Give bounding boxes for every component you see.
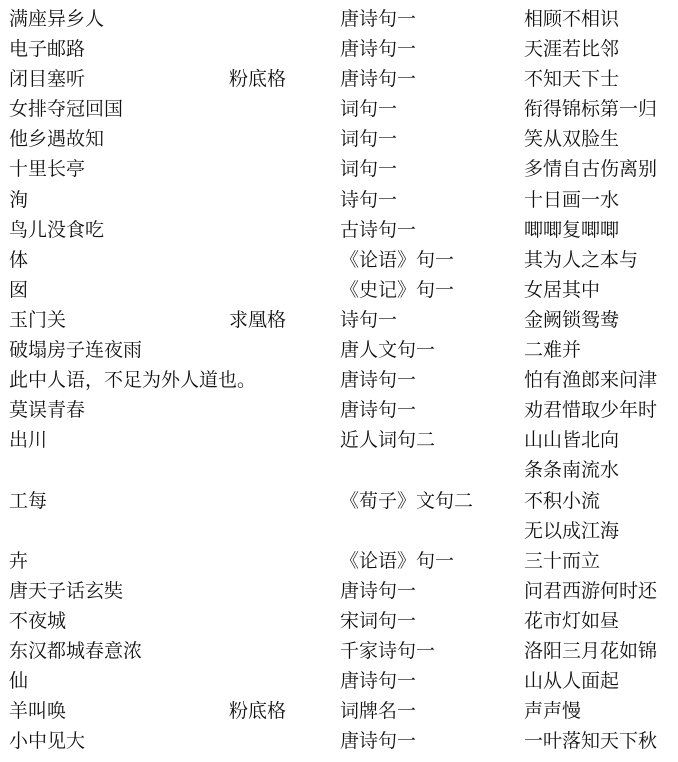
riddle-text: 鸟儿没食吃 <box>9 218 105 241</box>
answer-text: 怕有渔郎来问津 <box>524 369 658 392</box>
table-row <box>0 64 678 94</box>
answer-category: 诗句一 <box>340 308 398 331</box>
answer-text: 十日画一水 <box>524 188 620 211</box>
answer-category: 唐诗句一 <box>340 68 417 91</box>
answer-text: 多情自古伤离别 <box>524 158 658 181</box>
table-row <box>0 305 678 335</box>
answer-category: 唐诗句一 <box>340 670 417 693</box>
riddle-text: 满座异乡人 <box>9 8 105 30</box>
answer-category: 千家诗句一 <box>340 639 436 662</box>
answer-category: 词牌名一 <box>340 700 417 723</box>
table-row <box>0 455 678 485</box>
answer-text: 笑从双脸生 <box>524 128 620 151</box>
table-row <box>0 185 678 215</box>
answer-category: 唐诗句一 <box>340 38 417 61</box>
table-row <box>0 215 678 245</box>
riddle-format: 粉底格 <box>229 700 287 723</box>
riddle-format: 粉底格 <box>229 68 287 91</box>
answer-category: 唐诗句一 <box>340 369 417 392</box>
table-row <box>0 486 678 516</box>
table-row <box>0 245 678 275</box>
riddle-text: 仙 <box>9 670 29 693</box>
riddle-text: 莫误青春 <box>9 399 86 422</box>
riddle-text: 十里长亭 <box>9 158 86 181</box>
riddle-text: 洵 <box>9 188 29 211</box>
riddle-text: 破塌房子连夜雨 <box>9 339 143 362</box>
table-row <box>0 335 678 365</box>
answer-text: 其为人之本与 <box>524 248 639 271</box>
answer-category: 唐诗句一 <box>340 8 417 30</box>
table-row <box>0 34 678 64</box>
riddle-text: 东汉都城春意浓 <box>9 639 143 662</box>
riddle-text: 囡 <box>9 278 29 301</box>
answer-category: 《论语》句一 <box>340 248 455 271</box>
answer-text: 女居其中 <box>524 278 601 301</box>
riddle-text: 体 <box>9 248 29 271</box>
riddle-text: 卉 <box>9 549 29 572</box>
riddle-text: 出川 <box>9 429 48 452</box>
answer-category: 唐诗句一 <box>340 730 417 753</box>
answer-text: 二难并 <box>524 339 582 362</box>
table-row <box>0 636 678 666</box>
answer-category: 《论语》句一 <box>340 549 455 572</box>
table-row <box>0 546 678 576</box>
answer-text: 天涯若比邻 <box>524 38 620 61</box>
table-row <box>0 726 678 756</box>
table-row <box>0 154 678 184</box>
table-row <box>0 275 678 305</box>
riddle-format: 求凰格 <box>229 308 287 331</box>
answer-category: 古诗句一 <box>340 218 417 241</box>
riddle-text: 玉门关 <box>9 308 67 331</box>
riddle-text: 他乡遇故知 <box>9 128 105 151</box>
answer-category: 唐诗句一 <box>340 579 417 602</box>
answer-category: 词句一 <box>340 158 398 181</box>
answer-text: 相顾不相识 <box>524 8 620 30</box>
riddle-text: 唐天子话玄奘 <box>9 579 124 602</box>
answer-text: 条条南流水 <box>524 459 620 482</box>
table-row <box>0 425 678 455</box>
answer-text: 花市灯如昼 <box>524 609 620 632</box>
answer-text: 金阙锁鸳鸯 <box>524 308 620 331</box>
answer-text: 山从人面起 <box>524 670 620 693</box>
answer-text: 声声慢 <box>524 700 582 723</box>
table-row <box>0 365 678 395</box>
answer-text: 问君西游何时还 <box>524 579 658 602</box>
table-row <box>0 696 678 726</box>
answer-category: 唐诗句一 <box>340 399 417 422</box>
answer-category: 近人词句二 <box>340 429 436 452</box>
answer-category: 诗句一 <box>340 188 398 211</box>
answer-text: 唧唧复唧唧 <box>524 218 620 241</box>
answer-text: 无以成江海 <box>524 519 620 542</box>
riddle-text: 羊叫唤 <box>9 700 67 723</box>
riddle-text: 此中人语，不足为外人道也。 <box>9 369 257 392</box>
answer-text: 不知天下士 <box>524 68 620 91</box>
riddle-text: 小中见大 <box>9 730 86 753</box>
table-row <box>0 516 678 546</box>
table-row <box>0 94 678 124</box>
answer-text: 一叶落知天下秋 <box>524 730 658 753</box>
table-row <box>0 395 678 425</box>
riddle-text: 女排夺冠回国 <box>9 98 124 121</box>
riddle-text: 不夜城 <box>9 609 67 632</box>
table-row <box>0 124 678 154</box>
answer-text: 三十而立 <box>524 549 601 572</box>
riddle-text: 电子邮路 <box>9 38 86 61</box>
answer-category: 《荀子》文句二 <box>340 489 474 512</box>
table-row <box>0 576 678 606</box>
answer-text: 洛阳三月花如锦 <box>524 639 658 662</box>
answer-text: 山山皆北向 <box>524 429 620 452</box>
answer-category: 宋词句一 <box>340 609 417 632</box>
table-row <box>0 666 678 696</box>
answer-category: 词句一 <box>340 128 398 151</box>
table-row <box>0 4 678 34</box>
answer-text: 不积小流 <box>524 489 601 512</box>
answer-category: 唐人文句一 <box>340 339 436 362</box>
answer-text: 劝君惜取少年时 <box>524 399 658 422</box>
answer-category: 词句一 <box>340 98 398 121</box>
answer-text: 衔得锦标第一归 <box>524 98 658 121</box>
riddle-text: 闭目塞听 <box>9 68 86 91</box>
riddle-text: 工每 <box>9 489 48 512</box>
answer-category: 《史记》句一 <box>340 278 455 301</box>
riddle-table <box>0 4 678 756</box>
table-row <box>0 606 678 636</box>
